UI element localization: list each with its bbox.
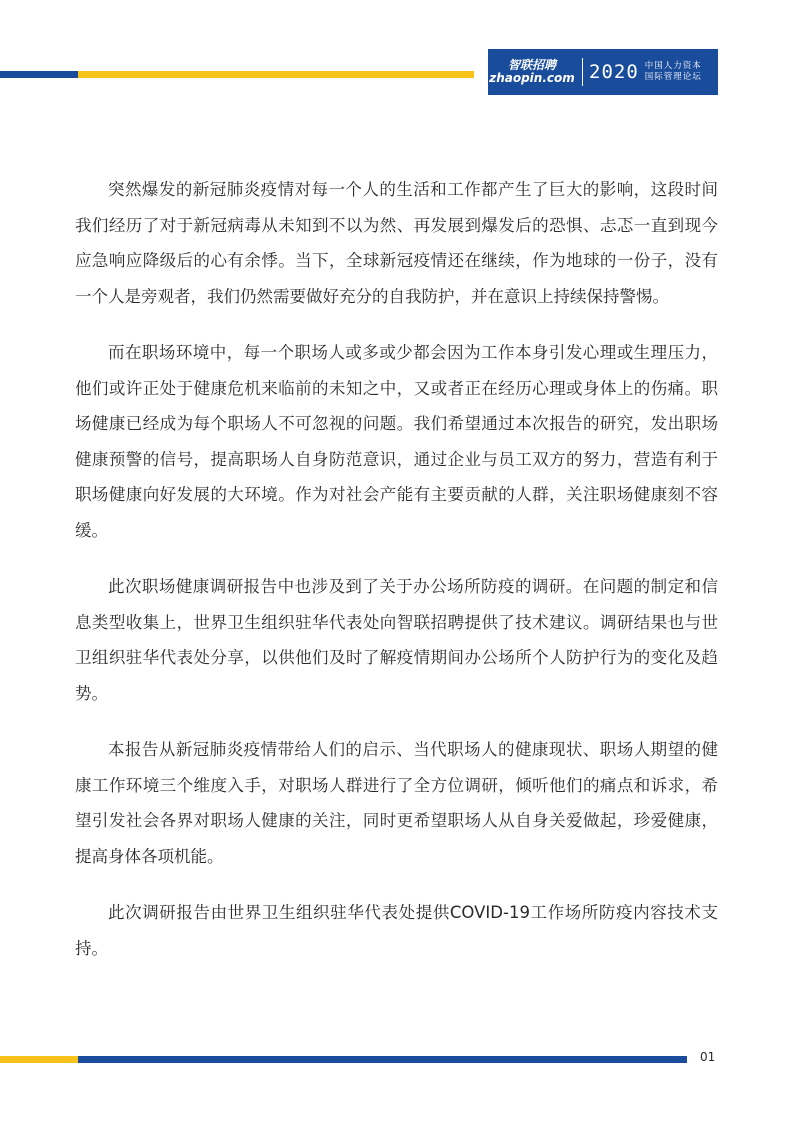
forum-line-1: 中国人力资本 [644,61,702,72]
paragraph: 本报告从新冠肺炎疫情带给人们的启示、当代职场人的健康现状、职场人期望的健康工作环境三个维度入手，对职场人群进行了全方位调研，倾听他们的痛点和诉求，希望引发社会各界对职场人健康的关注，同时更希望职场人从自身关爱做起，珍爱健康，提高身体各项机能。 [75,740,718,866]
header-bar-blue [0,71,78,78]
header-logo [488,49,718,95]
body-text [75,172,718,987]
logo-divider [582,58,583,86]
forum-year: 2020 [589,61,639,83]
brand-en: zhaopin.com [489,71,575,85]
paragraph: 此次职场健康调研报告中也涉及到了关于办公场所防疫的调研。在问题的制定和信息类型收集上，世界卫生组织驻华代表处向智联招聘提供了技术建议。调研结果也与世卫组织驻华代表处分享，以供他们及时了解疫情期间办公场所个人防护行为的变化及趋势。 [75,577,718,703]
page-number: 01 [700,1050,716,1064]
header-bar-yellow [78,71,474,78]
brand-cn: 智联招聘 [507,57,556,72]
paragraph: 此次调研报告由世界卫生组织驻华代表处提供COVID-19工作场所防疫内容技术支持。 [75,903,718,958]
footer-bar-blue [78,1056,687,1063]
paragraph: 而在职场环境中，每一个职场人或多或少都会因为工作本身引发心理或生理压力，他们或许正处于健康危机来临前的未知之中，又或者正在经历心理或身体上的伤痛。职场健康已经成为每个职场人不可忽视的问题。我们希望通过本次报告的研究，发出职场健康预警的信号，提高职场人自身防范意识，通过企业与员工双方的努力，营造有利于职场健康向好发展的大环境。作为对社会产能有主要贡献的人群，关注职场健康刻不容缓。 [75,343,718,540]
paragraph: 突然爆发的新冠肺炎疫情对每一个人的生活和工作都产生了巨大的影响，这段时间我们经历了对于新冠病毒从未知到不以为然、再发展到爆发后的恐惧、忐忑一直到现今应急响应降级后的心有余悸。当下，全球新冠疫情还在继续，作为地球的一份子，没有一个人是旁观者，我们仍然需要做好充分的自我防护，并在意识上持续保持警惕。 [75,180,718,306]
footer-bar-yellow [0,1056,78,1063]
zhaopin-logo [488,59,576,85]
forum-name [645,61,702,82]
forum-line-2: 国际管理论坛 [644,72,702,82]
